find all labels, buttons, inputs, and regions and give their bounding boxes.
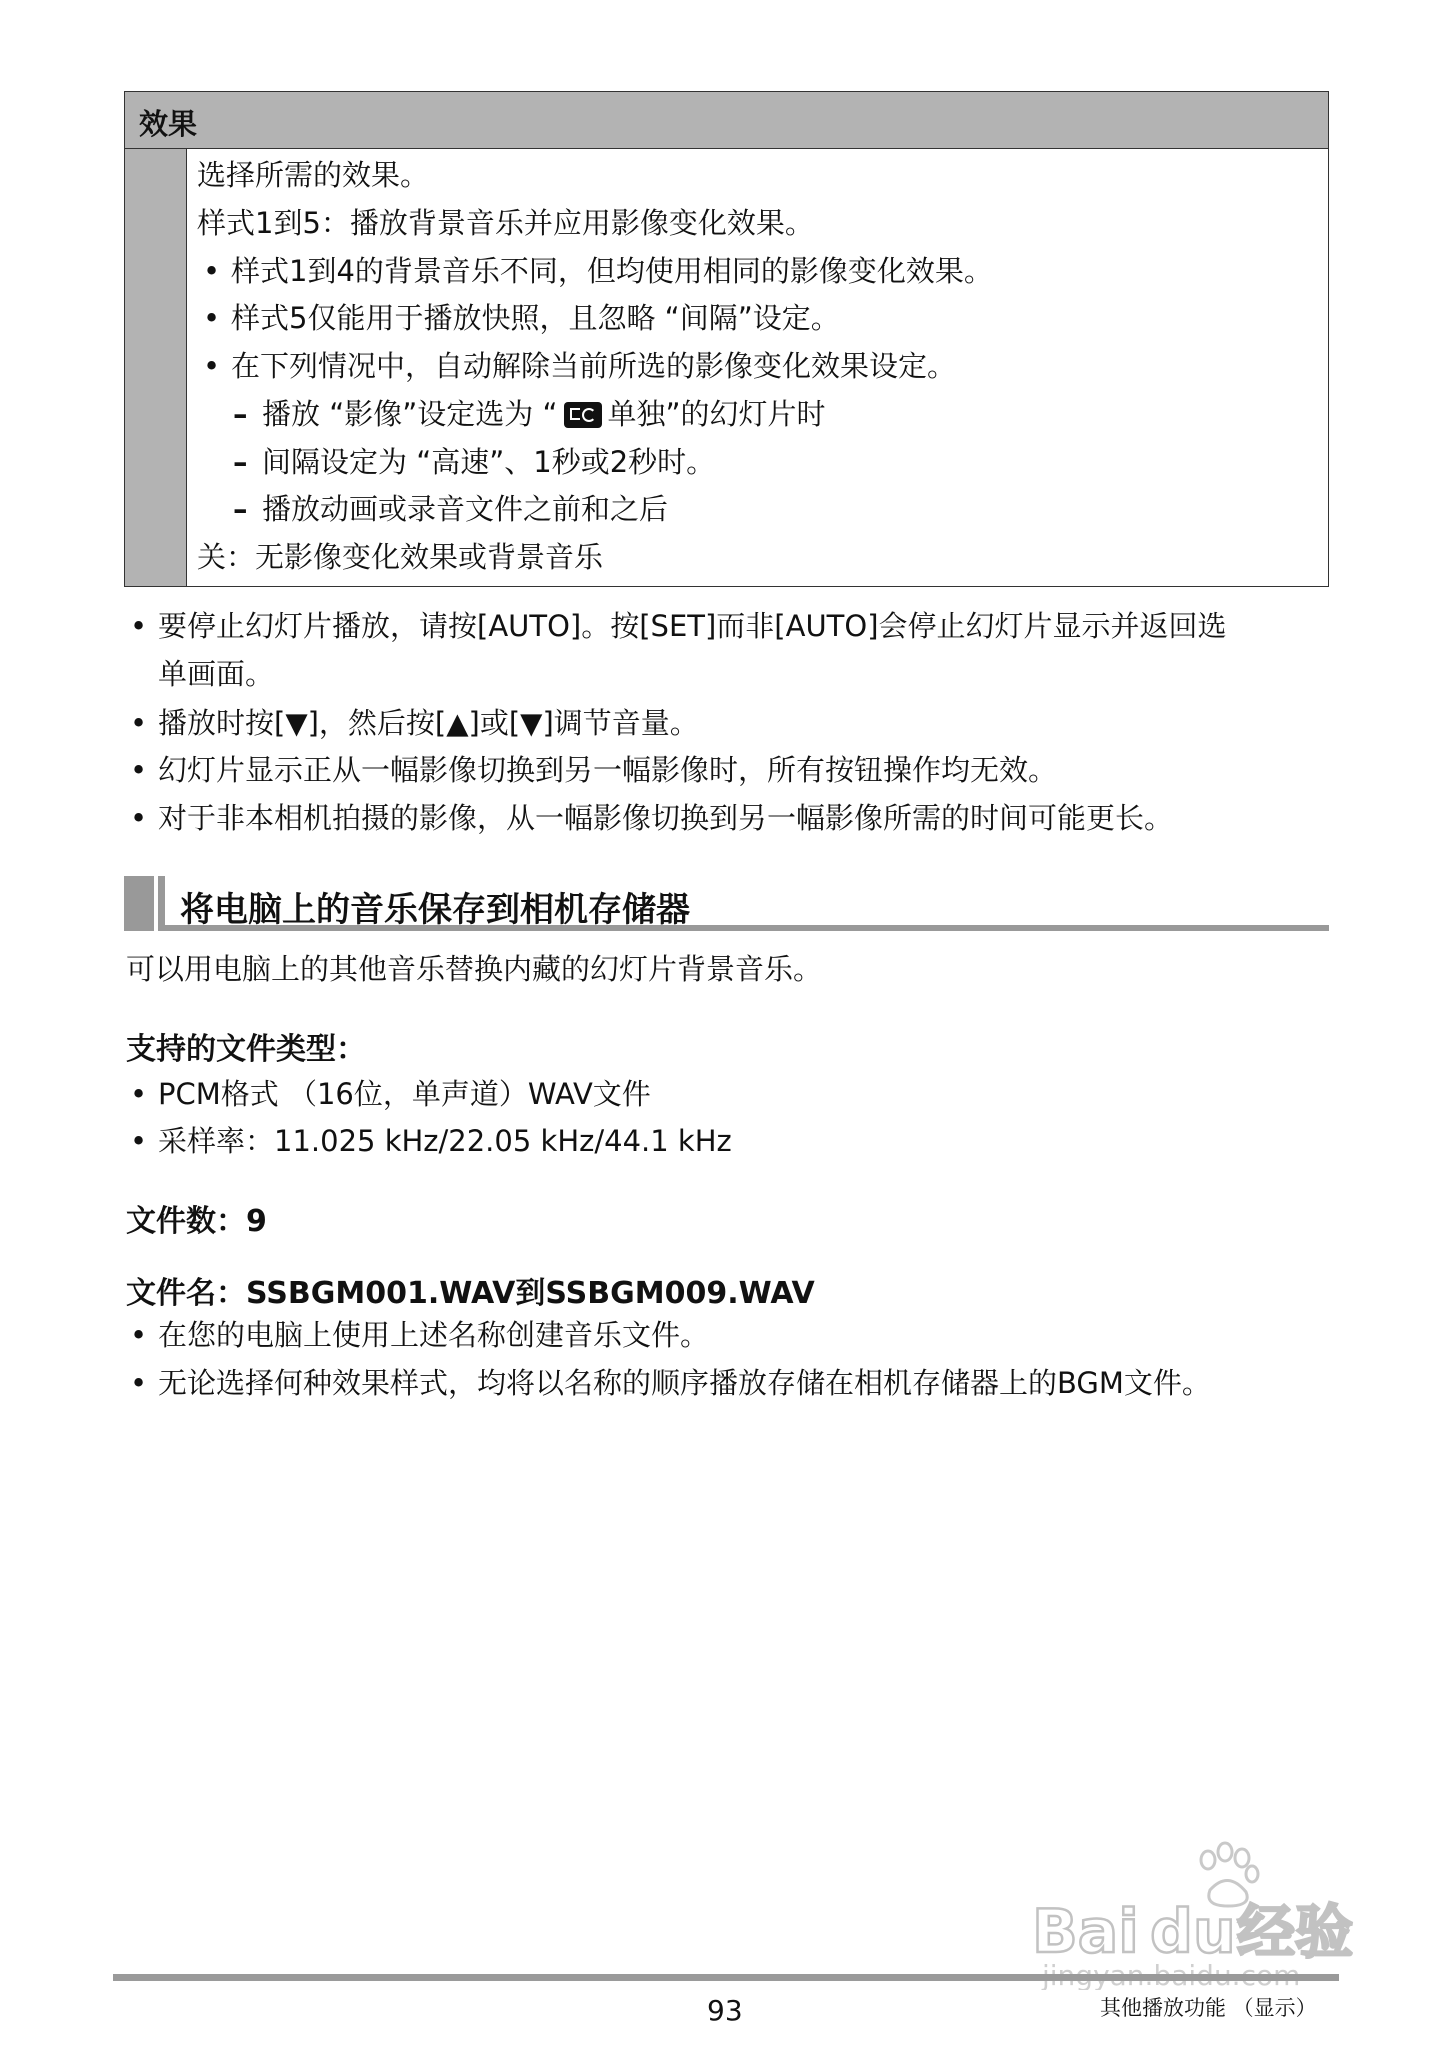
effect-sub-item-text: 单独”的幻灯片时 — [607, 397, 826, 431]
effect-table-title: 效果 — [139, 107, 198, 141]
effect-table-side-column — [125, 149, 187, 586]
dash: – — [233, 397, 248, 431]
footer-section-label: 其他播放功能 （显示） — [1100, 1996, 1317, 2020]
svg-text:du: du — [1150, 1897, 1236, 1967]
bullet: • — [130, 1124, 148, 1158]
file-count-heading: 文件数：9 — [126, 1204, 267, 1239]
file-type-item: PCM格式 （16位，单声道）WAV文件 — [158, 1077, 651, 1111]
note-item: 幻灯片显示正从一幅影像切换到另一幅影像时，所有按钮操作均无效。 — [158, 753, 1058, 787]
effect-bullet-item: 样式1到4的背景音乐不同，但均使用相同的影像变化效果。 — [231, 254, 993, 288]
note-item: 播放时按[▼]，然后按[▲]或[▼]调节音量。 — [158, 706, 699, 740]
effect-table-header — [125, 92, 1328, 149]
note-item: 要停止幻灯片播放，请按[AUTO]。按[SET]而非[AUTO]会停止幻灯片显示并返回选 — [158, 609, 1227, 643]
effect-sub-item: 间隔设定为 “高速”、1秒或2秒时。 — [262, 445, 716, 479]
bullet: • — [130, 1366, 148, 1400]
file-name-note: 在您的电脑上使用上述名称创建音乐文件。 — [158, 1318, 710, 1352]
bullet: • — [203, 349, 221, 383]
effect-line: 选择所需的效果。 — [197, 158, 430, 192]
effect-line: 样式1到5：播放背景音乐并应用影像变化效果。 — [197, 206, 814, 240]
bullet: • — [130, 1077, 148, 1111]
baidu-jingyan-watermark — [1032, 1840, 1362, 1990]
effect-sub-item-text: 播放 “影像”设定选为 “ — [262, 397, 558, 431]
section-intro: 可以用电脑上的其他音乐替换内藏的幻灯片背景音乐。 — [126, 952, 823, 986]
effect-sub-item — [262, 397, 826, 431]
file-name-note: 无论选择何种效果样式，均将以名称的顺序播放存储在相机存储器上的BGM文件。 — [158, 1366, 1211, 1400]
bullet: • — [130, 1318, 148, 1352]
bullet: • — [203, 254, 221, 288]
watermark-logo — [1032, 1840, 1362, 1990]
bullet: • — [203, 301, 221, 335]
single-mode-icon — [564, 402, 602, 428]
footer-rule — [113, 1974, 1339, 1981]
effect-line: 关：无影像变化效果或背景音乐 — [197, 540, 604, 574]
dash: – — [233, 492, 248, 526]
bullet: • — [130, 706, 148, 740]
bullet: • — [130, 609, 148, 643]
page-number: 93 — [707, 1994, 743, 2027]
effect-bullet-item: 样式5仅能用于播放快照，且忽略 “间隔”设定。 — [231, 301, 840, 335]
file-types-heading: 支持的文件类型： — [126, 1032, 366, 1067]
svg-text:经验: 经验 — [1237, 1898, 1354, 1966]
svg-text:Bai: Bai — [1032, 1897, 1139, 1967]
effect-bullet-item: 在下列情况中，自动解除当前所选的影像变化效果设定。 — [231, 349, 957, 383]
effect-sub-item: 播放动画或录音文件之前和之后 — [262, 492, 669, 526]
section-title: 将电脑上的音乐保存到相机存储器 — [180, 890, 690, 930]
file-name-heading: 文件名：SSBGM001.WAV到SSBGM009.WAV — [126, 1276, 815, 1311]
effect-table-content — [187, 149, 1328, 586]
note-item: 对于非本相机拍摄的影像，从一幅影像切换到另一幅影像所需的时间可能更长。 — [158, 801, 1174, 835]
bullet: • — [130, 753, 148, 787]
note-item-continued: 单画面。 — [158, 657, 275, 691]
file-type-item: 采样率：11.025 kHz/22.05 kHz/44.1 kHz — [158, 1124, 732, 1158]
heading-marker — [158, 876, 165, 931]
effect-table — [124, 91, 1329, 587]
section-heading — [124, 876, 1329, 931]
heading-marker — [124, 876, 154, 931]
dash: – — [233, 445, 248, 479]
bullet: • — [130, 801, 148, 835]
